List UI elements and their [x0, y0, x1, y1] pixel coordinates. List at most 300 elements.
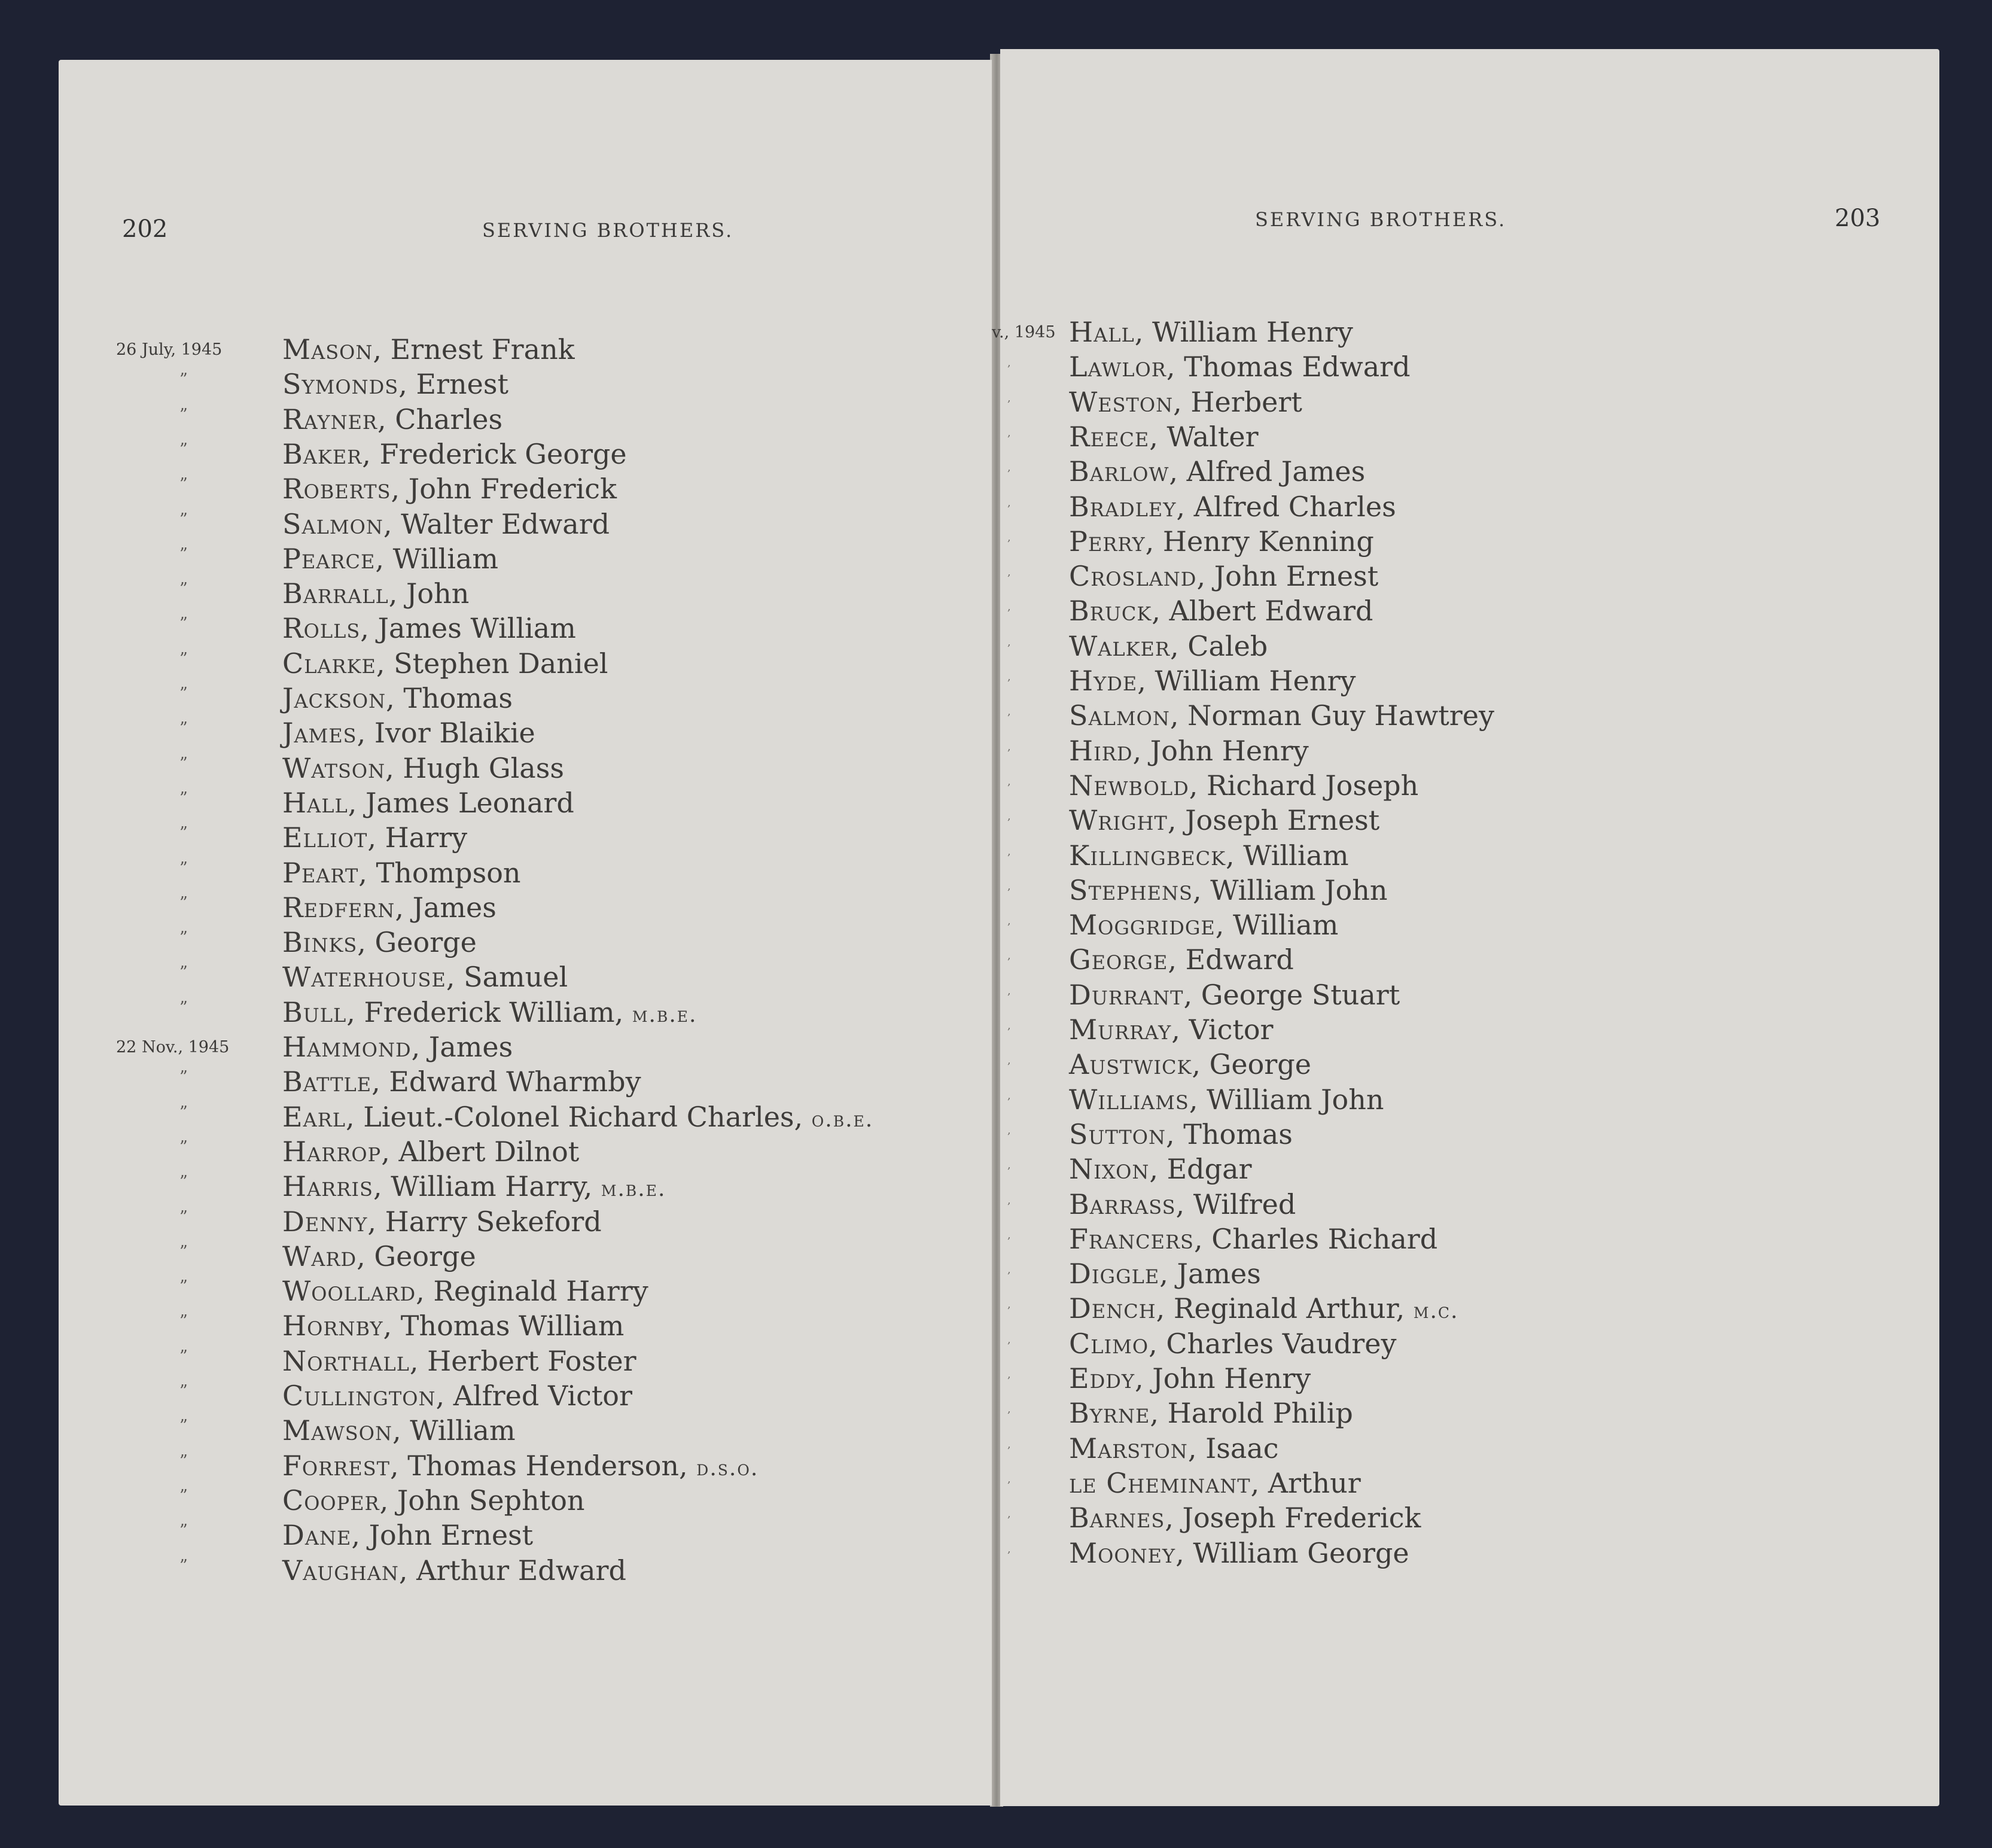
list-item — [1000, 978, 1939, 1012]
ditto-mark: ” — [179, 1277, 188, 1296]
list-item — [1000, 1082, 1939, 1117]
ditto-mark: ” — [179, 788, 188, 808]
ditto-mark: ” — [179, 824, 188, 843]
forenames: Edward — [1185, 943, 1294, 976]
forenames: Edgar — [1166, 1153, 1252, 1186]
ditto-mark-fragment: , — [1007, 496, 1011, 509]
forenames: Thomas Henderson — [407, 1449, 680, 1482]
member-name: Hall, William Henry — [1069, 316, 1353, 348]
entry-date: 26 July, 1945 — [116, 340, 223, 359]
forenames: Alfred Victor — [453, 1380, 632, 1412]
ditto-mark-fragment: , — [1007, 426, 1011, 439]
surname: Mason — [282, 333, 373, 366]
ditto-mark-fragment: , — [1007, 1403, 1011, 1416]
list-item — [1000, 663, 1939, 698]
surname: Peart — [282, 856, 359, 889]
forenames: James — [428, 1031, 513, 1063]
ditto-mark-fragment: , — [1007, 1472, 1011, 1485]
member-name: Harrop, Albert Dilnot — [282, 1135, 580, 1168]
ditto-mark: ” — [179, 649, 188, 668]
running-head: SERVING BROTHERS. — [1255, 208, 1507, 231]
forenames: Lieut.-Colonel Richard Charles — [363, 1100, 794, 1133]
member-name: Salmon, Walter Edward — [282, 507, 610, 540]
forenames: Arthur Edward — [416, 1554, 626, 1587]
member-name: Pearce, William — [282, 542, 498, 575]
forenames: Charles Vaudrey — [1166, 1327, 1397, 1360]
surname: Dench — [1069, 1292, 1156, 1325]
list-item — [59, 1378, 992, 1413]
member-name: Killingbeck, William — [1069, 839, 1349, 872]
forenames: Charles Richard — [1211, 1222, 1438, 1255]
forenames: Isaac — [1205, 1432, 1279, 1465]
member-name: Austwick, George — [1069, 1048, 1311, 1081]
forenames: Walter — [1166, 420, 1259, 453]
forenames: Alfred James — [1186, 455, 1366, 488]
forenames: William — [1233, 909, 1339, 942]
member-name: Dench, Reginald Arthur, m.c. — [1069, 1292, 1459, 1325]
ditto-mark: ” — [179, 1556, 188, 1575]
member-name: Marston, Isaac — [1069, 1432, 1279, 1465]
surname: Weston — [1069, 385, 1174, 418]
forenames: Thomas Edward — [1184, 351, 1411, 383]
forenames: Ivor Blaikie — [374, 717, 535, 750]
ditto-mark: ” — [179, 1068, 188, 1087]
ditto-mark-fragment: , — [1007, 879, 1011, 893]
list-item — [59, 1413, 992, 1448]
forenames: Stephen Daniel — [394, 647, 608, 680]
forenames: John Frederick — [408, 473, 617, 506]
member-name: Elliot, Harry — [282, 821, 468, 854]
list-item — [1000, 1222, 1939, 1256]
member-name: Climo, Charles Vaudrey — [1069, 1327, 1397, 1360]
ditto-mark: ” — [179, 719, 188, 738]
surname: Earl — [282, 1100, 346, 1133]
surname: Baker — [282, 437, 363, 470]
forenames: George — [1209, 1048, 1311, 1081]
forenames: Thompson — [376, 856, 521, 889]
list-item — [1000, 1466, 1939, 1500]
ditto-mark-fragment: , — [1007, 775, 1011, 788]
ditto-mark: ” — [179, 1521, 188, 1540]
forenames: George — [374, 1240, 476, 1272]
surname: Barlow — [1069, 455, 1169, 488]
member-name: Northall, Herbert Foster — [282, 1344, 636, 1377]
surname: Climo — [1069, 1327, 1149, 1360]
member-name: Reece, Walter — [1069, 420, 1259, 453]
list-item — [1000, 838, 1939, 873]
list-item — [59, 367, 992, 401]
ditto-mark-fragment: , — [1007, 845, 1011, 858]
member-name: Rolls, James William — [282, 612, 576, 645]
ditto-mark: ” — [179, 858, 188, 878]
surname: Mooney — [1069, 1536, 1176, 1569]
ditto-mark: ” — [179, 475, 188, 494]
forenames: William — [410, 1414, 516, 1447]
surname: Binks — [282, 926, 358, 959]
forenames: John — [406, 577, 470, 610]
left-page — [59, 60, 992, 1806]
list-item — [59, 1134, 992, 1169]
forenames: Harold Philip — [1167, 1397, 1353, 1430]
list-item — [59, 1448, 992, 1483]
list-item — [1000, 349, 1939, 384]
list-item — [1000, 1047, 1939, 1082]
ditto-mark-fragment: , — [1007, 1228, 1011, 1241]
ditto-mark-fragment: , — [1007, 391, 1011, 404]
running-head: SERVING BROTHERS. — [482, 219, 734, 242]
list-item — [59, 1518, 992, 1552]
forenames: Thomas — [403, 682, 513, 714]
ditto-mark-fragment: , — [1007, 1264, 1011, 1277]
ditto-mark: ” — [179, 1417, 188, 1436]
member-name: Perry, Henry Kenning — [1069, 525, 1374, 558]
member-name: Mason, Ernest Frank — [282, 333, 575, 366]
surname: Moggridge — [1069, 909, 1216, 942]
list-item — [59, 820, 992, 855]
honour-postnominal: d.s.o. — [696, 1456, 759, 1481]
member-name: Earl, Lieut.-Colonel Richard Charles, o.b.e. — [282, 1100, 874, 1133]
list-item — [1000, 1187, 1939, 1222]
surname: Durrant — [1069, 978, 1184, 1011]
ditto-mark: ” — [179, 1347, 188, 1366]
ditto-mark-fragment: , — [1007, 984, 1011, 997]
list-item — [59, 1553, 992, 1588]
forenames: Hugh Glass — [403, 751, 564, 784]
list-item — [1000, 1291, 1939, 1326]
ditto-mark: ” — [179, 510, 188, 529]
surname: Wright — [1069, 804, 1168, 837]
member-name: Woollard, Reginald Harry — [282, 1275, 648, 1308]
surname: le Cheminant — [1069, 1466, 1251, 1499]
surname: Woollard — [282, 1275, 416, 1308]
member-name: Roberts, John Frederick — [282, 473, 617, 506]
ditto-mark: ” — [179, 1137, 188, 1156]
surname: Newbold — [1069, 769, 1189, 802]
list-item — [992, 315, 1939, 349]
member-name: Redfern, James — [282, 891, 497, 924]
ditto-mark: ” — [179, 544, 188, 564]
list-item — [1000, 1500, 1939, 1535]
member-name: Watson, Hugh Glass — [282, 751, 564, 784]
surname: Eddy — [1069, 1362, 1135, 1395]
surname: Hornby — [282, 1310, 383, 1342]
forenames: Ernest — [416, 368, 508, 401]
forenames: Richard Joseph — [1207, 769, 1419, 802]
surname: Barrall — [282, 577, 389, 610]
list-item — [1000, 873, 1939, 908]
surname: Salmon — [1069, 699, 1170, 732]
forenames: James Leonard — [365, 786, 574, 819]
ditto-mark-fragment: , — [1007, 1298, 1011, 1311]
member-name: Eddy, John Henry — [1069, 1362, 1311, 1395]
surname: Bull — [282, 995, 347, 1028]
forenames: Harry Sekeford — [385, 1205, 602, 1238]
list-item — [1000, 454, 1939, 489]
forenames: John Henry — [1152, 1362, 1311, 1395]
member-name: Denny, Harry Sekeford — [282, 1205, 602, 1238]
member-name: Crosland, John Ernest — [1069, 560, 1379, 593]
member-name: Cullington, Alfred Victor — [282, 1380, 632, 1412]
member-name: Byrne, Harold Philip — [1069, 1397, 1353, 1430]
member-name: Diggle, James — [1069, 1258, 1261, 1290]
member-name: Clarke, Stephen Daniel — [282, 647, 608, 680]
surname: Cooper — [282, 1484, 380, 1517]
surname: Rolls — [282, 612, 361, 645]
surname: Denny — [282, 1205, 368, 1238]
surname: Symonds — [282, 368, 399, 401]
ditto-mark: ” — [179, 928, 188, 948]
forenames: Joseph Frederick — [1182, 1502, 1421, 1535]
member-name: Bradley, Alfred Charles — [1069, 490, 1396, 523]
ditto-mark-fragment: , — [1007, 1438, 1011, 1451]
ditto-mark: ” — [179, 1312, 188, 1331]
forenames: Henry Kenning — [1162, 525, 1374, 558]
forenames: William Henry — [1152, 316, 1353, 348]
member-name: Jackson, Thomas — [282, 682, 513, 714]
ditto-mark-fragment: , — [1007, 635, 1011, 649]
list-item — [59, 1274, 992, 1308]
ditto-mark: ” — [179, 1242, 188, 1261]
surname: Jackson — [282, 682, 386, 714]
forenames: Ernest Frank — [390, 333, 575, 366]
forenames: George Stuart — [1201, 978, 1400, 1011]
ditto-mark-fragment: , — [1007, 461, 1011, 474]
surname: Killingbeck — [1069, 839, 1226, 872]
forenames: James William — [377, 612, 576, 645]
ditto-mark-fragment: , — [1007, 949, 1011, 963]
list-item — [1000, 489, 1939, 524]
member-name: Harris, William Harry, m.b.e. — [282, 1170, 666, 1203]
list-item — [1000, 768, 1939, 803]
forenames: Norman Guy Hawtrey — [1187, 699, 1494, 732]
forenames: William — [1243, 839, 1349, 872]
surname: Williams — [1069, 1083, 1189, 1116]
member-name: Salmon, Norman Guy Hawtrey — [1069, 699, 1494, 732]
member-name: Rayner, Charles — [282, 403, 503, 436]
list-item — [59, 1344, 992, 1378]
ditto-mark: ” — [179, 405, 188, 424]
surname: Barnes — [1069, 1502, 1165, 1535]
entry-date: v., 1945 — [992, 323, 1056, 342]
list-item — [1000, 1396, 1939, 1430]
list-item — [59, 856, 992, 890]
list-item — [59, 437, 992, 471]
list-item — [1000, 559, 1939, 593]
member-name: Hammond, James — [282, 1031, 513, 1063]
list-item — [59, 1064, 992, 1099]
surname: Hammond — [282, 1031, 412, 1063]
member-name: Hyde, William Henry — [1069, 665, 1356, 697]
member-name: Weston, Herbert — [1069, 385, 1302, 418]
forenames: John Ernest — [1214, 560, 1379, 593]
list-item — [59, 507, 992, 541]
honour-postnominal: m.c. — [1413, 1299, 1459, 1324]
member-name: Hornby, Thomas William — [282, 1310, 625, 1342]
forenames: William Henry — [1155, 665, 1356, 697]
list-item — [59, 751, 992, 786]
surname: Battle — [282, 1065, 372, 1098]
surname: Forrest — [282, 1449, 390, 1482]
surname: Lawlor — [1069, 351, 1166, 383]
surname: Bradley — [1069, 490, 1177, 523]
surname: Diggle — [1069, 1258, 1160, 1290]
entry-date: 22 Nov., 1945 — [116, 1038, 230, 1057]
list-item — [59, 402, 992, 437]
surname: Vaughan — [282, 1554, 399, 1587]
list-item — [1000, 1536, 1939, 1570]
list-item — [59, 1239, 992, 1274]
surname: Nixon — [1069, 1153, 1150, 1186]
surname: Redfern — [282, 891, 395, 924]
forenames: Walter Edward — [401, 507, 610, 540]
list-item — [1000, 1256, 1939, 1291]
list-item — [59, 1030, 992, 1064]
forenames: William Harry — [391, 1170, 584, 1203]
member-name: le Cheminant, Arthur — [1069, 1466, 1361, 1499]
ditto-mark-fragment: , — [1007, 357, 1011, 370]
member-name: Symonds, Ernest — [282, 368, 508, 401]
surname: Northall — [282, 1344, 410, 1377]
ditto-mark: ” — [179, 1103, 188, 1122]
surname: Dane — [282, 1519, 352, 1552]
member-name: Hird, John Henry — [1069, 734, 1309, 767]
surname: Elliot — [282, 821, 368, 854]
ditto-mark-fragment: , — [1007, 1159, 1011, 1172]
page-number: 202 — [122, 215, 168, 243]
list-item — [59, 541, 992, 576]
list-item — [1000, 385, 1939, 419]
surname: Harrop — [282, 1135, 382, 1168]
forenames: James — [1177, 1258, 1261, 1290]
ditto-mark-fragment: , — [1007, 810, 1011, 823]
forenames: John Sephton — [397, 1484, 585, 1517]
list-item — [59, 1308, 992, 1343]
ditto-mark-fragment: , — [1007, 705, 1011, 719]
forenames: Reginald Arthur — [1173, 1292, 1396, 1325]
surname: Walker — [1069, 629, 1170, 662]
member-name: Murray, Victor — [1069, 1013, 1274, 1046]
member-name: Durrant, George Stuart — [1069, 978, 1400, 1011]
forenames: William — [392, 542, 498, 575]
ditto-mark-fragment: , — [1007, 1194, 1011, 1207]
surname: Hyde — [1069, 665, 1138, 697]
surname: Crosland — [1069, 560, 1197, 593]
list-item — [59, 576, 992, 611]
surname: Murray — [1069, 1013, 1172, 1046]
surname: Francers — [1069, 1222, 1194, 1255]
forenames: Samuel — [464, 961, 568, 994]
member-name: Francers, Charles Richard — [1069, 1222, 1438, 1255]
surname: Marston — [1069, 1432, 1188, 1465]
forenames: Arthur — [1268, 1466, 1361, 1499]
list-item — [59, 716, 992, 750]
ditto-mark: ” — [179, 1382, 188, 1401]
member-name: Bull, Frederick William, m.b.e. — [282, 995, 697, 1028]
list-item — [59, 995, 992, 1030]
surname: Barrass — [1069, 1188, 1176, 1220]
surname: Pearce — [282, 542, 376, 575]
member-name: Bruck, Albert Edward — [1069, 595, 1373, 628]
forenames: Caleb — [1187, 629, 1268, 662]
list-item — [1000, 629, 1939, 663]
forenames: Victor — [1189, 1013, 1274, 1046]
ditto-mark-fragment: , — [1007, 671, 1011, 683]
page-number: 203 — [1835, 205, 1881, 232]
list-item — [1000, 419, 1939, 454]
member-name: Waterhouse, Samuel — [282, 961, 568, 994]
forenames: Alfred Charles — [1193, 490, 1396, 523]
forenames: Thomas — [1183, 1118, 1293, 1150]
surname: Perry — [1069, 525, 1146, 558]
list-item — [1000, 1012, 1939, 1047]
forenames: Albert Dilnot — [398, 1135, 580, 1168]
ditto-mark: ” — [179, 684, 188, 703]
member-name: Ward, George — [282, 1240, 476, 1272]
ditto-mark-fragment: , — [1007, 566, 1011, 579]
member-name: Moggridge, William — [1069, 909, 1339, 942]
surname: Byrne — [1069, 1397, 1150, 1430]
list-item — [59, 1169, 992, 1204]
surname: Salmon — [282, 507, 383, 540]
surname: Ward — [282, 1240, 357, 1272]
surname: James — [282, 717, 357, 750]
ditto-mark: ” — [179, 440, 188, 459]
list-item — [59, 471, 992, 506]
list-item — [1000, 698, 1939, 733]
member-name: Binks, George — [282, 926, 477, 959]
surname: Rayner — [282, 403, 378, 436]
forenames: William John — [1207, 1083, 1384, 1116]
surname: George — [1069, 943, 1168, 976]
member-name: Walker, Caleb — [1069, 629, 1268, 662]
forenames: George — [374, 926, 477, 959]
ditto-mark-fragment: , — [1007, 1054, 1011, 1067]
forenames: Harry — [385, 821, 468, 854]
ditto-mark-fragment: , — [1007, 531, 1011, 544]
list-item — [59, 786, 992, 820]
member-name: Vaughan, Arthur Edward — [282, 1554, 626, 1587]
surname: Mawson — [282, 1414, 392, 1447]
list-item — [59, 681, 992, 716]
ditto-mark-fragment: , — [1007, 915, 1011, 928]
surname: Hall — [1069, 316, 1135, 348]
list-item — [59, 925, 992, 960]
forenames: Thomas William — [400, 1310, 625, 1342]
ditto-mark-fragment: , — [1007, 1368, 1011, 1381]
ditto-mark: ” — [179, 754, 188, 773]
list-item — [59, 960, 992, 994]
surname: Harris — [282, 1170, 373, 1203]
forenames: James — [412, 891, 497, 924]
list-item — [1000, 524, 1939, 559]
list-item — [59, 1483, 992, 1518]
member-name: Nixon, Edgar — [1069, 1153, 1252, 1186]
surname: Sutton — [1069, 1118, 1166, 1150]
forenames: Reginald Harry — [433, 1275, 648, 1308]
ditto-mark: ” — [179, 998, 188, 1017]
ditto-mark: ” — [179, 614, 188, 634]
forenames: Frederick George — [379, 437, 627, 470]
member-name: Baker, Frederick George — [282, 437, 627, 470]
forenames: William George — [1193, 1536, 1409, 1569]
ditto-mark-fragment: , — [1007, 1333, 1011, 1346]
list-item — [59, 1204, 992, 1239]
right-page — [992, 49, 1939, 1806]
ditto-mark: ” — [179, 963, 188, 982]
ditto-mark: ” — [179, 370, 188, 389]
honour-postnominal: m.b.e. — [601, 1177, 666, 1202]
ditto-mark-fragment: , — [1007, 1508, 1011, 1521]
